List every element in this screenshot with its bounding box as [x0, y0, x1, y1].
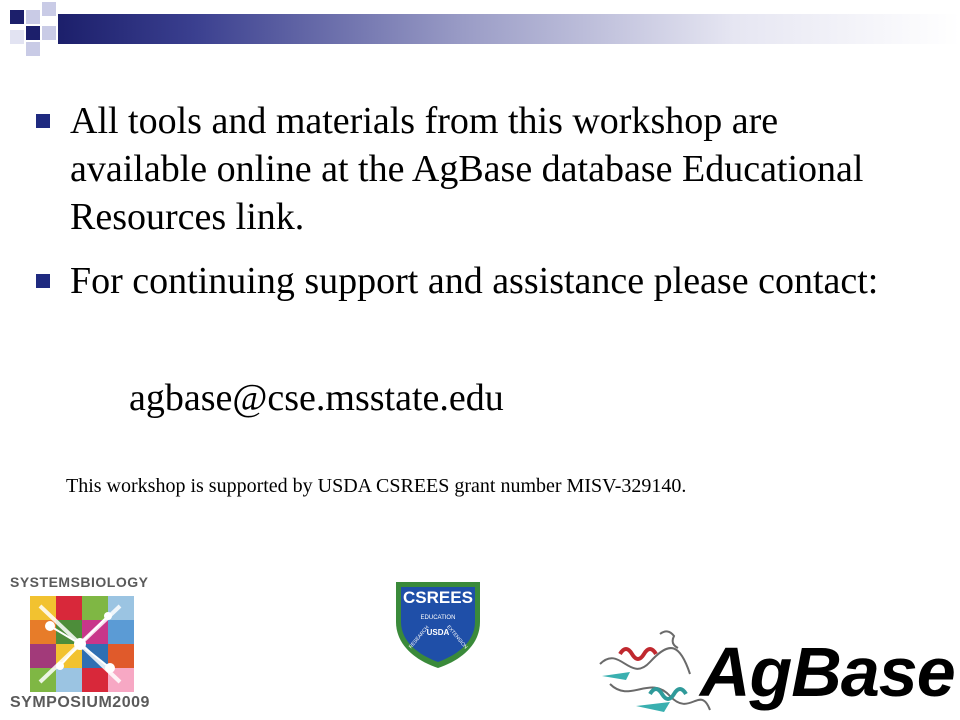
bullet-text: For continuing support and assistance please contact: — [70, 260, 879, 302]
header-square — [26, 42, 40, 56]
bullet-item — [36, 97, 916, 241]
csrees-ring-word: RESEARCH — [408, 624, 431, 650]
agbase-wordmark: AgBase — [700, 633, 955, 711]
contact-email: agbase@cse.msstate.edu — [129, 377, 504, 419]
square-bullet-icon — [36, 274, 50, 288]
systems-biology-logo — [6, 574, 166, 716]
bullet-list — [36, 97, 916, 321]
header-square — [10, 30, 24, 44]
header-decoration — [0, 0, 960, 60]
logo-top-text: SYSTEMSBIOLOGY — [10, 574, 149, 590]
logo-bottom-text: SYMPOSIUM2009 — [10, 694, 150, 711]
header-square — [10, 10, 24, 24]
header-gradient-bar — [58, 14, 960, 44]
csrees-logo — [390, 578, 486, 670]
square-bullet-icon — [36, 114, 50, 128]
header-square — [26, 10, 40, 24]
csrees-center: USDA — [426, 628, 450, 637]
bullet-item — [36, 257, 916, 305]
grant-note: This workshop is supported by USDA CSREES grant number MISV-329140. — [66, 475, 687, 497]
csrees-title: CSREES — [403, 588, 473, 607]
systems-biology-mosaic-icon — [30, 596, 134, 692]
header-square — [26, 26, 40, 40]
csrees-ring-word: EXTENSION — [445, 624, 469, 651]
header-square — [42, 2, 56, 16]
header-square — [42, 26, 56, 40]
csrees-ring-word: EDUCATION — [420, 615, 456, 621]
bullet-text: All tools and materials from this workshop are available online at the AgBase database Educational Resources link. — [70, 100, 864, 238]
agbase-logo — [590, 624, 960, 720]
